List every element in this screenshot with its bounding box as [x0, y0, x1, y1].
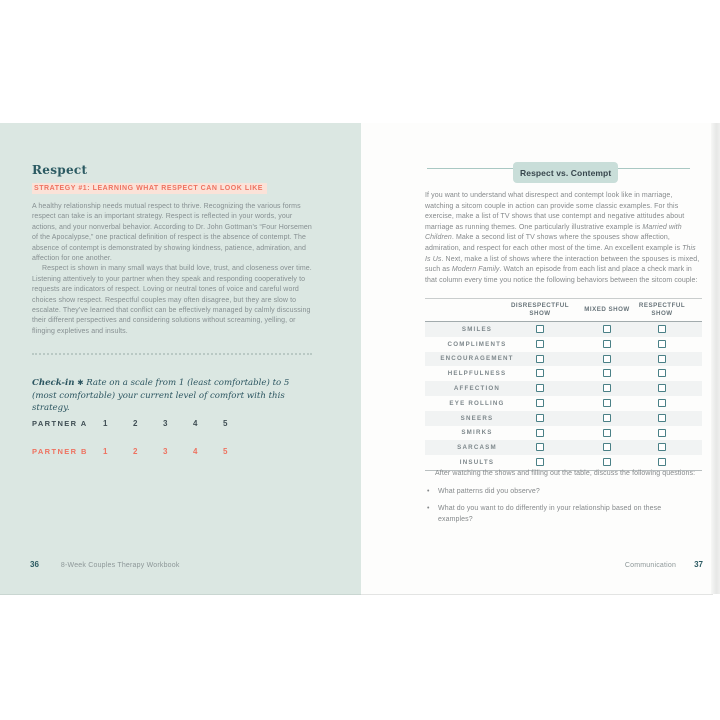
- scale-value[interactable]: 3: [163, 419, 168, 428]
- respectful-show-checkbox[interactable]: [658, 340, 666, 348]
- strategy-heading: STRATEGY #1: LEARNING WHAT RESPECT CAN LOOK LIKE: [32, 183, 267, 194]
- right-page: [361, 123, 713, 595]
- scale-value[interactable]: 2: [133, 419, 138, 428]
- scale-value[interactable]: 5: [223, 447, 228, 456]
- disrespectful-show-checkbox[interactable]: [536, 414, 544, 422]
- disrespectful-show-checkbox[interactable]: [536, 340, 544, 348]
- disrespectful-show-checkbox[interactable]: [536, 458, 544, 466]
- page-edge-shadow: [711, 123, 720, 594]
- table-header-row: [425, 299, 702, 322]
- mixed-show-checkbox[interactable]: [603, 369, 611, 377]
- mixed-show-checkbox[interactable]: [603, 458, 611, 466]
- column-header-mixed: MIXED SHOW: [584, 306, 630, 314]
- scale-value[interactable]: 1: [103, 447, 108, 456]
- respectful-show-checkbox[interactable]: [658, 355, 666, 363]
- left-page: [0, 123, 361, 595]
- body-text: [32, 202, 315, 337]
- scale-value[interactable]: 1: [103, 419, 108, 428]
- disrespectful-show-checkbox[interactable]: [536, 399, 544, 407]
- dotted-divider: [32, 353, 312, 355]
- left-footer: [30, 560, 180, 569]
- table-row: [425, 352, 702, 367]
- mixed-show-checkbox[interactable]: [603, 355, 611, 363]
- mixed-show-checkbox[interactable]: [603, 399, 611, 407]
- table-row: [425, 381, 702, 396]
- table-row: [425, 455, 702, 470]
- table-row: [425, 337, 702, 352]
- discussion-bullets: [425, 487, 702, 526]
- behavior-label: EYE ROLLING: [449, 399, 505, 407]
- partner-a-rating-row: [32, 419, 253, 428]
- page-number: 36: [30, 560, 39, 569]
- table-row: [425, 366, 702, 381]
- page-number: 37: [694, 560, 703, 569]
- table-row: [425, 322, 702, 337]
- checkin-instruction: [32, 377, 316, 415]
- open-book-spread: [0, 123, 720, 594]
- scale-value[interactable]: 4: [193, 419, 198, 428]
- paragraph: Respect is shown in many small ways that build love, trust, and closeness over time. Listening attentively to your partner when they speak and responding cooperatively to requests are indicators of respect. Loving or neutral tones of voice and careful word choices show respect. Respectful couples may often disagree, but they are slow to escalate. They’ve learned that conflict can be effectively managed by calmly discussing their different perspectives and considering solutions without screaming, yelling, or flinging expletives and insults.: [32, 265, 312, 335]
- respectful-show-checkbox[interactable]: [658, 414, 666, 422]
- discussion-section: [425, 469, 702, 532]
- mixed-show-checkbox[interactable]: [603, 340, 611, 348]
- partner-b-rating-row: [32, 447, 253, 456]
- table-row: [425, 411, 702, 426]
- behavior-label: SARCASM: [457, 444, 497, 452]
- right-footer: [625, 560, 703, 569]
- table-row: [425, 396, 702, 411]
- column-header-respectful: RESPECTFUL SHOW: [638, 302, 686, 317]
- column-header-disrespectful: DISRESPECTFUL SHOW: [510, 302, 570, 317]
- page-title: Respect: [32, 163, 88, 177]
- behavior-label: SMILES: [461, 325, 493, 333]
- disrespectful-show-checkbox[interactable]: [536, 325, 544, 333]
- bullet-question: • What do you want to do differently in your relationship based on these examples?: [425, 504, 688, 525]
- mixed-show-checkbox[interactable]: [603, 325, 611, 333]
- behavior-label: AFFECTION: [453, 385, 501, 393]
- respectful-show-checkbox[interactable]: [658, 443, 666, 451]
- table-row: [425, 440, 702, 455]
- respectful-show-checkbox[interactable]: [658, 458, 666, 466]
- disrespectful-show-checkbox[interactable]: [536, 429, 544, 437]
- checkin-label: Check-in: [32, 378, 75, 388]
- asterisk-icon: ✱: [77, 378, 84, 387]
- running-title: Communication: [624, 562, 677, 569]
- checkin-text: Rate on a scale from 1 (least comfortable) to 5 (most comfortable) your current level of comfort with this strategy.: [32, 378, 290, 414]
- behavior-label: INSULTS: [459, 459, 495, 467]
- behavior-label: SMIRKS: [461, 429, 493, 437]
- respectful-show-checkbox[interactable]: [658, 429, 666, 437]
- behavior-label: SNEERS: [460, 414, 494, 422]
- disrespectful-show-checkbox[interactable]: [536, 443, 544, 451]
- respectful-show-checkbox[interactable]: [658, 399, 666, 407]
- behavior-checklist-table: [425, 298, 702, 471]
- intro-paragraph: If you want to understand what disrespect and contempt look like in marriage, watching a sitcom couple in action can provide some classic examples. For this exercise, make a list of TV shows that use contempt and negative attitudes about marriage as running themes. One particularly illustrative example is Married with Children. Make a second list of TV shows where the spouses show affection, admiration, and respect for each other most of the time. An excellent example is This Is Us. Next, make a list of shows where the interaction between the spouses is mixed, such as Modern Family. Watch an episode from each list and place a check mark in that column every time you notice the following behaviors between the sitcom couple:: [425, 192, 700, 284]
- behavior-label: COMPLIMENTS: [447, 340, 507, 348]
- bullet-question: • What patterns did you observe?: [425, 487, 688, 498]
- scale-value[interactable]: 4: [193, 447, 198, 456]
- respectful-show-checkbox[interactable]: [658, 325, 666, 333]
- disrespectful-show-checkbox[interactable]: [536, 355, 544, 363]
- behavior-label: ENCOURAGEMENT: [440, 355, 514, 363]
- section-title-badge: Respect vs. Contempt: [513, 162, 618, 183]
- respectful-show-checkbox[interactable]: [658, 369, 666, 377]
- paragraph: A healthy relationship needs mutual respect to thrive. Recognizing the various forms respect can take is an important strategy. Respect is reflected in your words, your actions, and your nonverbal behavior. According to Dr. John Gottman’s “Four Horsemen of the Apocalypse,” one practical definition of respect is the absence of contempt. The absence of contempt is demonstrated by showing kindness, patience, admiration, and affection for one another.: [32, 203, 312, 263]
- table-row: [425, 426, 702, 441]
- scale-value[interactable]: 3: [163, 447, 168, 456]
- scale-value[interactable]: 5: [223, 419, 228, 428]
- behavior-label: HELPFULNESS: [447, 370, 507, 378]
- mixed-show-checkbox[interactable]: [603, 414, 611, 422]
- disrespectful-show-checkbox[interactable]: [536, 369, 544, 377]
- respectful-show-checkbox[interactable]: [658, 384, 666, 392]
- mixed-show-checkbox[interactable]: [603, 384, 611, 392]
- partner-a-label: PARTNER A: [32, 419, 88, 428]
- scale-value[interactable]: 2: [133, 447, 138, 456]
- running-title: 8-Week Couples Therapy Workbook: [60, 562, 180, 569]
- disrespectful-show-checkbox[interactable]: [536, 384, 544, 392]
- mixed-show-checkbox[interactable]: [603, 443, 611, 451]
- mixed-show-checkbox[interactable]: [603, 429, 611, 437]
- partner-b-label: PARTNER B: [32, 447, 88, 456]
- discussion-lead: After watching the shows and filling out the table, discuss the following questions:: [435, 470, 696, 477]
- table-body: [425, 322, 702, 470]
